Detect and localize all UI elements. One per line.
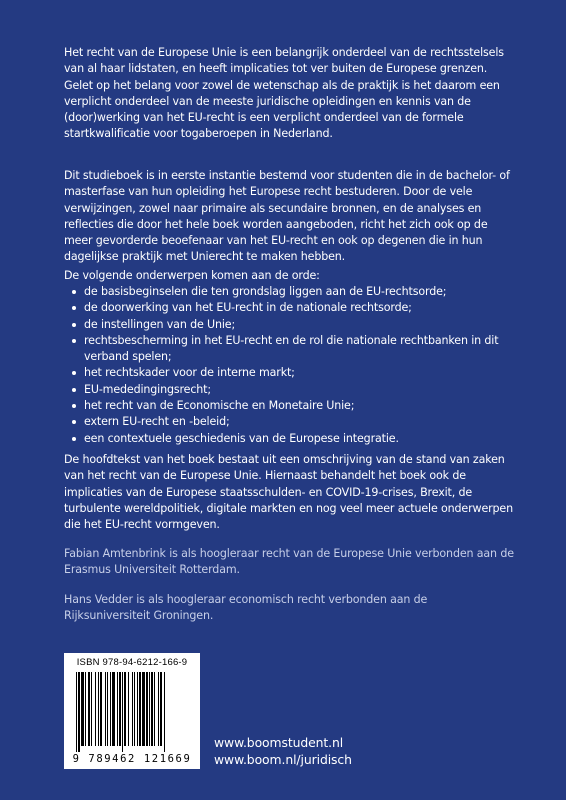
author-amtenbrink-bio: Fabian Amtenbrink is als hoogleraar recht van de Europese Unie verbonden aan de Erasmus Universiteit Rotterdam. [64, 547, 514, 577]
barcode-bar [164, 672, 165, 752]
list-item: rechtsbescherming in het EU-recht en de rol die nationale rechtbanken in dit verband spelen; [64, 333, 516, 366]
barcode-bar [151, 672, 153, 746]
list-item: het rechtskader voor de interne markt; [64, 365, 516, 381]
intro-paragraph [64, 45, 516, 143]
barcode-bar [98, 672, 99, 746]
barcode-bar [117, 672, 118, 746]
list-item: een contextuele geschiedenis van de Europese integratie. [64, 431, 516, 447]
list-item: de instellingen van de Unie; [64, 317, 516, 333]
barcode-bar [122, 672, 123, 752]
barcode-bar [137, 672, 138, 746]
barcode-bar [110, 672, 111, 746]
topics-intro [64, 268, 516, 284]
paragraph-eu-law-importance: Het recht van de Europese Unie is een belangrijk onderdeel van de rechtsstelsels van al haar lidstaten, en heeft implicaties tot ver buiten de Europese grenzen. Gelet op het belang voor zowel de wetenschap als de praktijk is het daarom een verplicht onderdeel van de meeste juridische opleidingen en kennis van de (door)werking van het EU-recht is een verplicht onderdeel van de formele startkwalificatie voor togaberoepen in Nederland. [64, 46, 504, 141]
list-item: de basisbeginselen die ten grondslag liggen aan de EU-rechtsorde; [64, 284, 516, 300]
isbn-label: ISBN 978-94-6212-166-9 [76, 657, 188, 668]
paragraph-target-audience: Dit studieboek is in eerste instantie bestemd voor studenten die in de bachelor- of masterfase van hun opleiding het Europese recht bestuderen. Door de vele verwijzingen, zowel naar primaire als secundaire bronnen, en de analyses en reflecties die door het hele boek worden aangeboden, richt het zich ook op de meer gevorderde beoefenaar van het EU-recht en ook op degenen die in hun dagelijkse praktijk met Unierecht te maken hebben. [64, 169, 510, 264]
url-boom-juridisch[interactable]: www.boom.nl/juridisch [214, 752, 352, 767]
barcode-bar [146, 672, 148, 746]
topics-list [64, 284, 516, 447]
author-vedder-bio: Hans Vedder is als hoogleraar economisch recht verbonden aan de Rijksuniversiteit Groningen. [64, 593, 428, 623]
barcode-bar [76, 672, 77, 752]
barcode-bar [107, 672, 108, 746]
barcode-bar [139, 672, 141, 746]
barcode-bar [134, 672, 135, 746]
barcode-bar [128, 672, 129, 746]
barcode-icon [74, 672, 190, 752]
content-paragraph [64, 452, 516, 533]
barcode-bar [81, 672, 84, 746]
barcode-bar [149, 672, 150, 746]
barcode-bar [85, 672, 86, 746]
barcode-bar [100, 672, 102, 746]
author-bio-1 [64, 546, 516, 579]
list-item: de doorwerking van het EU-recht in de nationale rechtsorde; [64, 300, 516, 316]
barcode-bar [160, 672, 162, 746]
barcode-bar [142, 672, 145, 746]
barcode-bar [95, 672, 96, 746]
barcode-bar [105, 672, 106, 746]
barcode-bar [124, 672, 126, 746]
topics-intro-text: De volgende onderwerpen komen aan de orde: [64, 269, 320, 282]
author-bio-2 [64, 592, 516, 625]
isbn-barcode [64, 653, 200, 769]
barcode-bar [78, 672, 80, 752]
url-boomstudent[interactable]: www.boomstudent.nl [214, 735, 344, 750]
barcode-bar [88, 672, 90, 746]
list-item: EU-mededingingsrecht; [64, 382, 516, 398]
audience-paragraph [64, 168, 516, 266]
barcode-bar [112, 672, 115, 746]
barcode-bar [119, 672, 121, 746]
barcode-bar [132, 672, 133, 746]
barcode-bar [154, 672, 155, 746]
list-item: het recht van de Economische en Monetaire Unie; [64, 398, 516, 414]
publisher-urls [214, 734, 352, 768]
paragraph-book-content: De hoofdtekst van het boek bestaat uit een omschrijving van de stand van zaken van het recht van de Europese Unie. Hiernaast behandelt het boek ook de implicaties van de Europese staatsschulden- en COVID-19-crises, Brexit, de turbulente wereldpolitiek, digitale markten en nog veel meer actuele onderwerpen die het EU-recht vormgeven. [64, 453, 513, 532]
barcode-bar [91, 672, 92, 746]
barcode-digits: 9 789462 121669 [72, 753, 192, 765]
barcode-bar [158, 672, 159, 746]
list-item: extern EU-recht en -beleid; [64, 414, 516, 430]
